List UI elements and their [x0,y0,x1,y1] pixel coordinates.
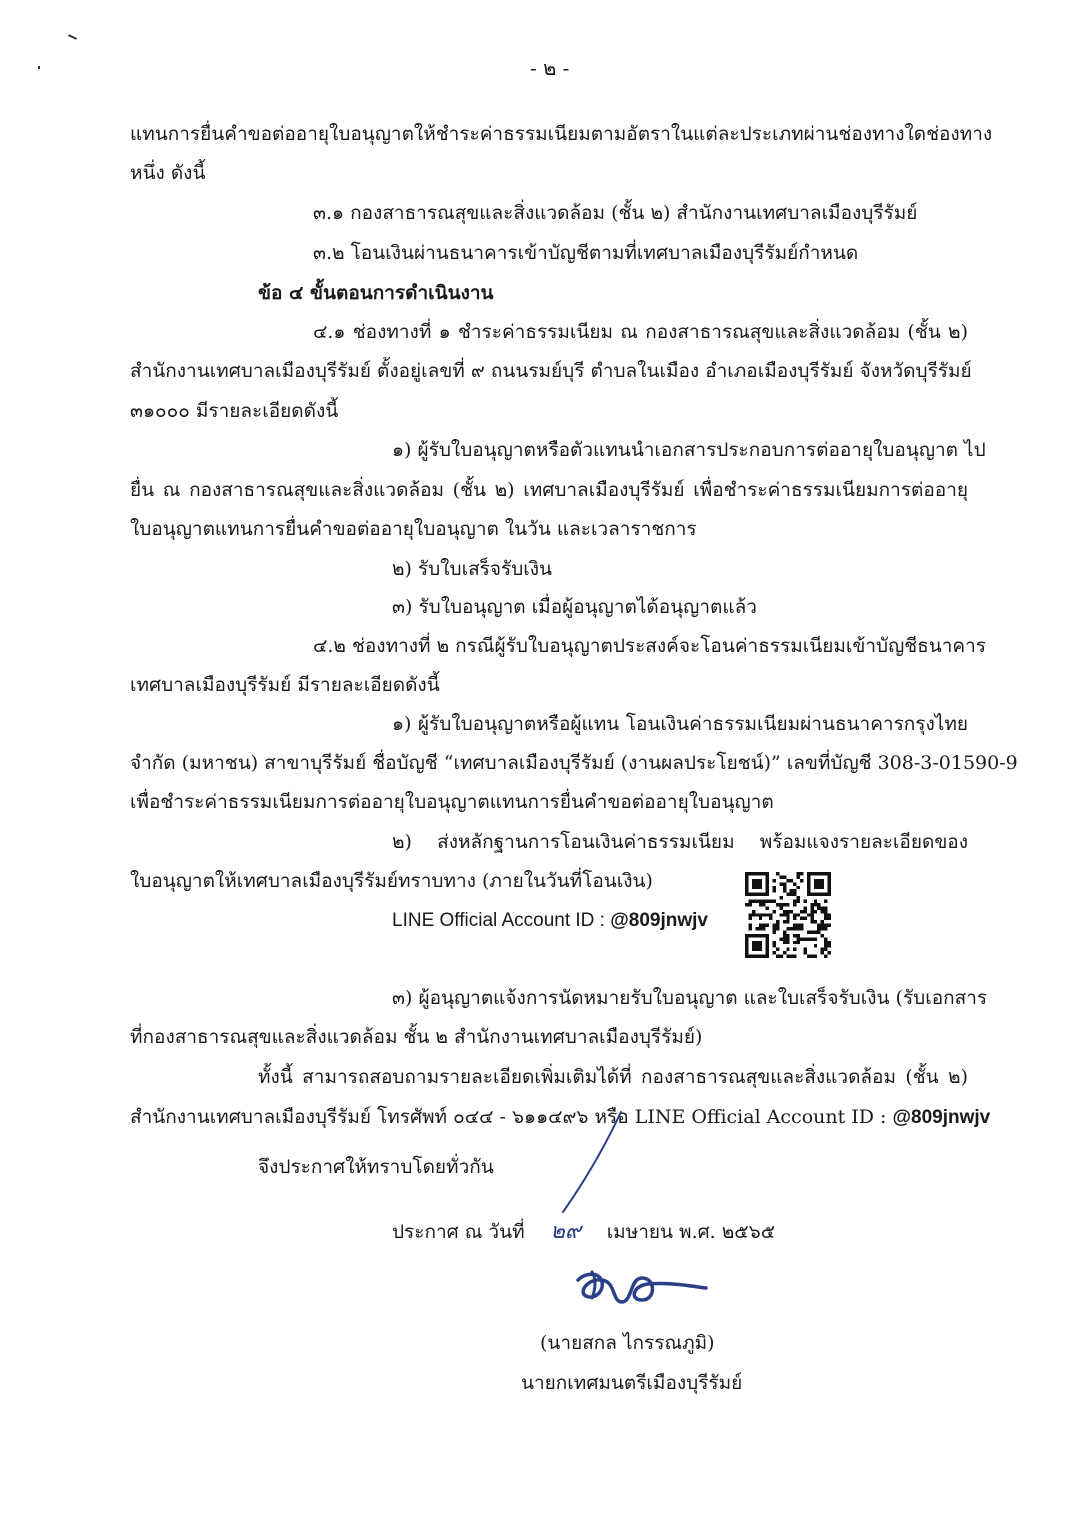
contact-line-1: ทั้งนี้ สามารถสอบถามรายละเอียดเพิ่มเติมได้ที่ กองสาธารณสุขและสิ่งแวดล้อม (ชั้น ๒) [258,1066,968,1088]
qr-code [745,872,831,958]
line-official-account [392,911,708,930]
channel2-step3-line-1: ๓) ผู้อนุญาตแจ้งการนัดหมายรับใบอนุญาต และใบเสร็จรับเงิน (รับเอกสาร [392,987,988,1009]
intro-line-1: แทนการยื่นคำขอต่ออายุใบอนุญาตให้ชำระค่าธรรมเนียมตามอัตราในแต่ละประเภทผ่านช่องทางใดช่องทาง [130,123,993,145]
closing-statement: จึงประกาศให้ทราบโดยทั่วกัน [258,1156,494,1178]
signature-stroke [555,1108,635,1218]
channel1-step2: ๒) รับใบเสร็จรับเงิน [392,558,553,580]
announce-suffix: เมษายน พ.ศ. ๒๕๖๕ [606,1221,776,1243]
page-number: - ๒ - [530,56,570,80]
intro-line-2: หนึ่ง ดังนี้ [130,162,206,184]
contact-line-id: @809jnwjv [892,1107,991,1128]
channel1-step3: ๓) รับใบอนุญาต เมื่อผู้อนุญาตได้อนุญาตแล้ว [392,596,757,618]
mayor-signature [572,1266,712,1316]
channel1-line-2: สำนักงานเทศบาลเมืองบุรีรัมย์ ตั้งอยู่เลขที่ ๙ ถนนรมย์บุรี ตำบลในเมือง อำเภอเมืองบุรีรัมย์ จังหวัดบุรีรัมย์ [130,360,972,382]
channel2-step1-line-1: ๑) ผู้รับใบอนุญาตหรือผู้แทน โอนเงินค่าธรรมเนียมผ่านธนาคารกรุงไทย [392,713,968,735]
signer-title: นายกเทศมนตรีเมืองบุรีรัมย์ [521,1372,743,1394]
line-account-label: LINE Official Account ID : [392,910,611,931]
channel2-step2-line-2: ใบอนุญาตให้เทศบาลเมืองบุรีรัมย์ทราบทาง (ภายในวันที่โอนเงิน) [130,870,653,892]
channel2-line-2: เทศบาลเมืองบุรีรัมย์ มีรายละเอียดดังนี้ [130,674,440,696]
channel1-step1-line-2: ยื่น ณ กองสาธารณสุขและสิ่งแวดล้อม (ชั้น ๒) เทศบาลเมืองบุรีรัมย์ เพื่อชำระค่าธรรมเนียมการต่ออายุ [130,479,968,501]
contact-text: สำนักงานเทศบาลเมืองบุรีรัมย์ โทรศัพท์ ๐๔๔ - ๖๑๑๔๙๖ หรือ LINE Official Account ID : [130,1106,893,1128]
section4-heading: ข้อ ๔ ขั้นตอนการดำเนินงาน [258,282,494,304]
signer-name: (นายสกล ไกรรณภูมิ) [540,1332,715,1354]
announce-prefix: ประกาศ ณ วันที่ [392,1221,525,1243]
line-account-id: @809jnwjv [610,910,708,931]
channel1-line-3: ๓๑๐๐๐ มีรายละเอียดดังนี้ [130,400,339,422]
channel1-step1-line-1: ๑) ผู้รับใบอนุญาตหรือตัวแทนนำเอกสารประกอบการต่ออายุใบอนุญาต ไป [392,439,986,461]
channel2-step1-line-3: เพื่อชำระค่าธรรมเนียมการต่ออายุใบอนุญาตแทนการยื่นคำขอต่ออายุใบอนุญาต [130,791,774,813]
channel2-step3-line-2: ที่กองสาธารณสุขและสิ่งแวดล้อม ชั้น ๒ สำนักงานเทศบาลเมืองบุรีรัมย์) [130,1026,703,1048]
announce-day: ๒๙ [550,1219,581,1244]
channel2-step1-line-2: จำกัด (มหาชน) สาขาบุรีรัมย์ ชื่อบัญชี “เทศบาลเมืองบุรีรัมย์ (งานผลประโยชน์)” เลขที่บัญชี 308-3-01590-9 [130,752,1018,774]
section3-item-1: ๓.๑ กองสาธารณสุขและสิ่งแวดล้อม (ชั้น ๒) สำนักงานเทศบาลเมืองบุรีรัมย์ [313,202,918,224]
channel2-step2-line-1: ๒) ส่งหลักฐานการโอนเงินค่าธรรมเนียม พร้อมแจงรายละเอียดของ [392,831,968,853]
channel1-line-1: ๔.๑ ช่องทางที่ ๑ ชำระค่าธรรมเนียม ณ กองสาธารณสุขและสิ่งแวดล้อม (ชั้น ๒) [313,321,968,343]
section3-item-2: ๓.๒ โอนเงินผ่านธนาคารเข้าบัญชีตามที่เทศบาลเมืองบุรีรัมย์กำหนด [313,242,859,264]
announcement-date [392,1221,775,1243]
channel2-line-1: ๔.๒ ช่องทางที่ ๒ กรณีผู้รับใบอนุญาตประสงค์จะโอนค่าธรรมเนียมเข้าบัญชีธนาคาร [313,635,987,657]
channel1-step1-line-3: ใบอนุญาตแทนการยื่นคำขอต่ออายุใบอนุญาต ในวัน และเวลาราชการ [130,518,697,540]
scan-speck [68,34,77,40]
scan-speck [38,66,40,69]
